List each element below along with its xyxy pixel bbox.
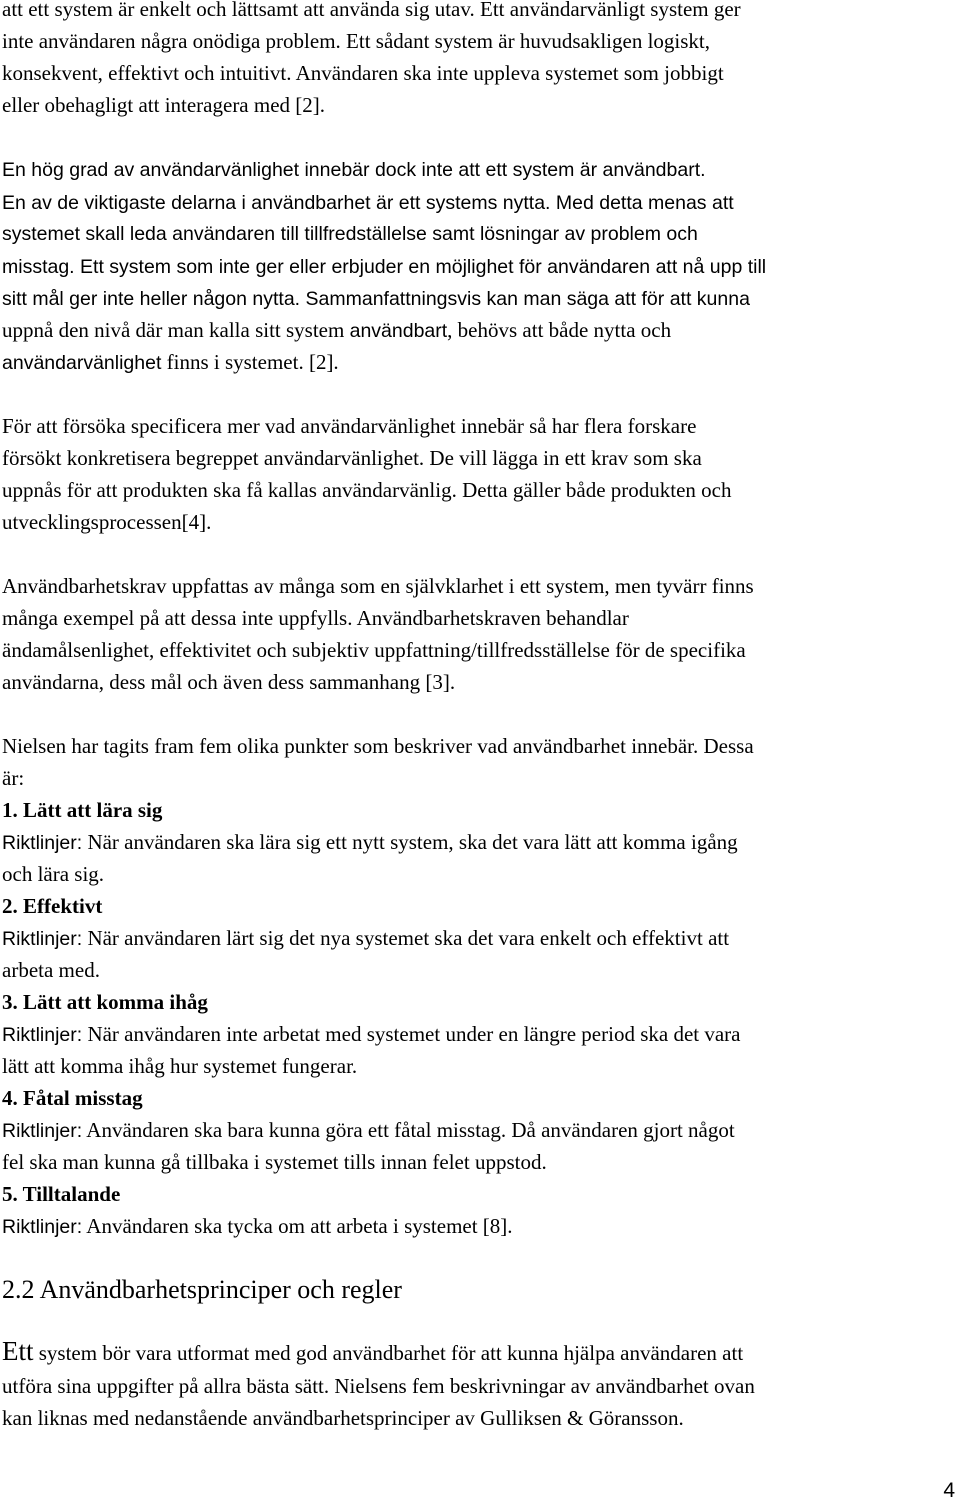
point-text-line	[2, 829, 738, 856]
point-text-line: och lära sig.	[2, 862, 105, 886]
text-line	[2, 317, 671, 344]
point-title: 4. Fåtal misstag	[2, 1086, 143, 1110]
text-line	[2, 1338, 743, 1366]
text-line: Nielsen har tagits fram fem olika punkter som beskriver vad användbarhet innebär. Dessa	[2, 734, 754, 758]
guidelines-label: Riktlinjer:	[2, 928, 83, 950]
text-segment: , behövs att både nytta och	[447, 318, 672, 342]
guidelines-label: Riktlinjer:	[2, 1120, 83, 1142]
text-line	[2, 285, 750, 312]
text-segment: sitt mål ger inte heller någon nytta.	[2, 288, 301, 310]
text-segment: När användaren ska lära sig ett nytt system, ska det vara lätt att komma igång	[82, 830, 738, 854]
text-segment: finns i systemet. [2].	[161, 350, 339, 374]
text-line: eller obehagligt att interagera med [2].	[2, 93, 326, 117]
text-segment: Användaren ska tycka om att arbeta i systemet [8].	[82, 1214, 513, 1238]
point-text-line: lätt att komma ihåg hur systemet fungerar.	[2, 1054, 358, 1078]
text-line: utvecklingsprocessen[4].	[2, 510, 212, 534]
point-text-line: fel ska man kunna gå tillbaka i systemet tills innan felet uppstod.	[2, 1150, 547, 1174]
text-line: försökt konkretisera begreppet användarvänlighet. De vill lägga in ett krav som ska	[2, 446, 702, 470]
text-segment: misstag.	[2, 256, 75, 278]
text-line: utföra sina uppgifter på allra bästa sätt. Nielsens fem beskrivningar av användbarhet ovan	[2, 1374, 755, 1398]
text-segment: När användaren lärt sig det nya systemet ska det vara enkelt och effektivt att	[82, 926, 730, 950]
text-segment: Användaren ska bara kunna göra ett fåtal misstag. Då användaren gjort något	[82, 1118, 735, 1142]
text-segment: Ett	[2, 1336, 34, 1366]
text-segment: användbart	[349, 320, 448, 342]
text-line: För att försöka specificera mer vad användarvänlighet innebär så har flera forskare	[2, 414, 697, 438]
text-segment: system bör vara utformat med god användbarhet för att kunna hjälpa användaren att	[33, 1341, 744, 1365]
text-segment: En av de viktigaste delarna i användbarhet är ett systems nytta.	[2, 192, 551, 214]
text-line: uppnås för att produkten ska få kallas användarvänlig. Detta gäller både produkten och	[2, 478, 732, 502]
point-title: 5. Tilltalande	[2, 1182, 121, 1206]
text-line: Användbarhetskrav uppfattas av många som en självklarhet i ett system, men tyvärr finns	[2, 574, 754, 598]
guidelines-label: Riktlinjer:	[2, 1024, 83, 1046]
point-text-line: arbeta med.	[2, 958, 100, 982]
text-segment: Ett system som inte ger eller erbjuder en möjlighet för användaren att nå upp till	[74, 256, 767, 278]
text-line: är:	[2, 766, 25, 790]
text-line	[2, 253, 766, 280]
point-text-line	[2, 1021, 741, 1048]
text-segment: Med detta menas att	[550, 192, 734, 214]
point-text-line	[2, 1213, 513, 1240]
point-text-line	[2, 925, 729, 952]
text-line	[2, 189, 734, 216]
text-segment: När användaren inte arbetat med systemet under en längre period ska det vara	[82, 1022, 741, 1046]
guidelines-label: Riktlinjer:	[2, 832, 83, 854]
section-heading: 2.2 Användbarhetsprinciper och regler	[2, 1275, 402, 1304]
guidelines-label: Riktlinjer:	[2, 1216, 83, 1238]
text-line: inte användaren några onödiga problem. Ett sådant system är huvudsakligen logiskt,	[2, 29, 710, 53]
text-segment: användarvänlighet	[2, 352, 162, 374]
text-line: En hög grad av användarvänlighet innebär dock inte att ett system är användbart.	[2, 159, 706, 181]
page-number: 4	[943, 1479, 955, 1502]
point-title: 1. Lätt att lära sig	[2, 798, 163, 822]
text-line: användarna, dess mål och även dess sammanhang [3].	[2, 670, 456, 694]
text-line: många exempel på att dessa inte uppfylls. Användbarhetskraven behandlar	[2, 606, 629, 630]
point-title: 2. Effektivt	[2, 894, 103, 918]
point-text-line	[2, 1117, 735, 1144]
text-line: kan liknas med nedanstående användbarhetsprinciper av Gulliksen & Göransson.	[2, 1406, 684, 1430]
text-line: ändamålsenlighet, effektivitet och subjektiv uppfattning/tillfredsställelse för de specifika	[2, 638, 746, 662]
text-line	[2, 349, 339, 376]
text-segment: Sammanfattningsvis kan man säga att för att kunna	[300, 288, 750, 310]
text-line: systemet skall leda användaren till tillfredställelse samt lösningar av problem och	[2, 223, 698, 245]
text-segment: uppnå den nivå där man kalla sitt system	[2, 318, 350, 342]
text-line: konsekvent, effektivt och intuitivt. Användaren ska inte uppleva systemet som jobbigt	[2, 61, 724, 85]
text-line: att ett system är enkelt och lättsamt att använda sig utav. Ett användarvänligt system ger	[2, 0, 741, 21]
point-title: 3. Lätt att komma ihåg	[2, 990, 208, 1014]
